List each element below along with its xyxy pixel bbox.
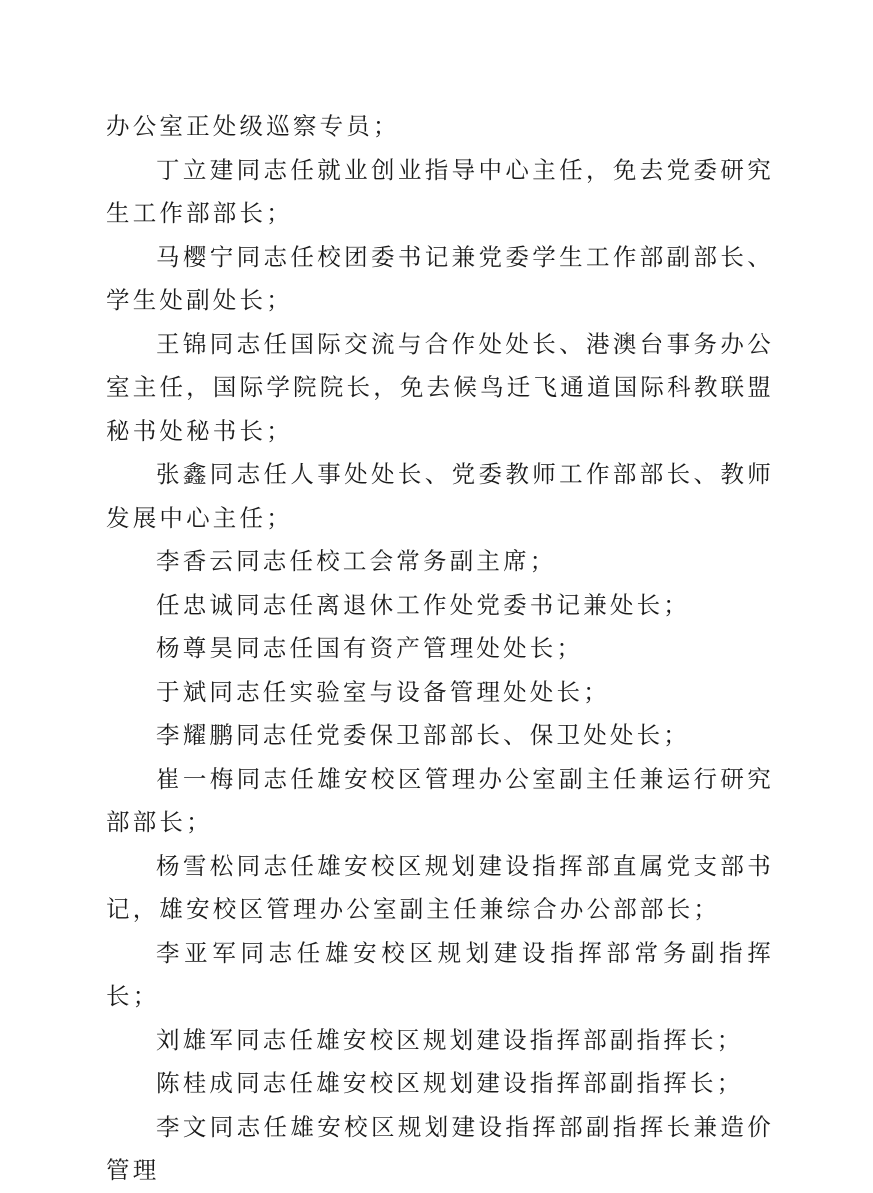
- paragraph-appointment: 于斌同志任实验室与设备管理处处长；: [156, 677, 610, 706]
- paragraph-appointment: 陈桂成同志任雄安校区规划建设指挥部副指挥长；: [156, 1069, 744, 1097]
- paragraph-appointment: 杨雪松同志任雄安校区规划建设指挥部直属党支部书记，雄安校区管理办公室副主任兼综合办公部部长；: [106, 851, 774, 923]
- paragraph-appointment: 杨尊昊同志任国有资产管理处处长；: [156, 634, 584, 662]
- paragraph-appointment: 张鑫同志任人事处处长、党委教师工作部部长、教师发展中心主任；: [106, 460, 774, 532]
- paragraph-appointment: 任忠诚同志任离退休工作处党委书记兼处长；: [156, 590, 690, 619]
- paragraph-continuation: 办公室正处级巡察专员；: [106, 112, 400, 140]
- paragraph-appointment: 李耀鹏同志任党委保卫部部长、保卫处处长；: [156, 721, 690, 749]
- paragraph-appointment: 王锦同志任国际交流与合作处处长、港澳台事务办公室主任，国际学院院长，免去候鸟迁飞通道国际科教联盟秘书处秘书长；: [106, 329, 774, 445]
- paragraph-appointment: 李香云同志任校工会常务副主席；: [156, 547, 557, 575]
- document-body: [106, 105, 774, 1193]
- paragraph-appointment: 刘雄军同志任雄安校区规划建设指挥部副指挥长；: [156, 1025, 744, 1054]
- paragraph-appointment: 李亚军同志任雄安校区规划建设指挥部常务副指挥长；: [106, 938, 774, 1010]
- paragraph-appointment: 丁立建同志任就业创业指导中心主任，免去党委研究生工作部部长；: [106, 155, 774, 227]
- paragraph-appointment: 李文同志任雄安校区规划建设指挥部副指挥长兼造价管理: [106, 1112, 774, 1184]
- paragraph-appointment: 崔一梅同志任雄安校区管理办公室副主任兼运行研究部部长；: [106, 764, 774, 836]
- paragraph-appointment: 马樱宁同志任校团委书记兼党委学生工作部副部长、学生处副处长；: [106, 242, 774, 314]
